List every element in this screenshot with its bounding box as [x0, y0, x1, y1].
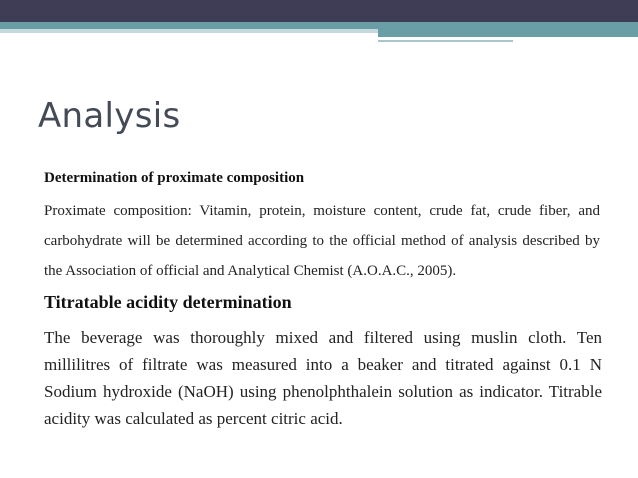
section-body-proximate: Proximate composition: Vitamin, protein, moisture content, crude fat, crude fiber, and carbohydrate will be determined according to the official method of analysis described by the Association of official and Analytical Chemist (A.O.A.C., 2005). — [44, 203, 600, 279]
slide-title: Analysis — [38, 96, 181, 136]
header-accent-line — [378, 40, 513, 42]
header-band-dark — [0, 0, 638, 22]
header-band-light — [0, 29, 378, 33]
section-heading-proximate: Determination of proximate composition — [44, 170, 305, 186]
header-band-teal — [0, 22, 638, 29]
section-body-titratable: The beverage was thoroughly mixed and filtered using muslin cloth. Ten millilitres of filtrate was measured into a beaker and titrated against 0.1 N Sodium hydroxide (NaOH) using phenolphthalein solution as indicator. Titrable acidity was calculated as percent citric acid. — [44, 328, 602, 428]
section-heading-titratable: Titratable acidity determination — [44, 292, 292, 312]
header-band-teal-extension — [378, 29, 638, 37]
